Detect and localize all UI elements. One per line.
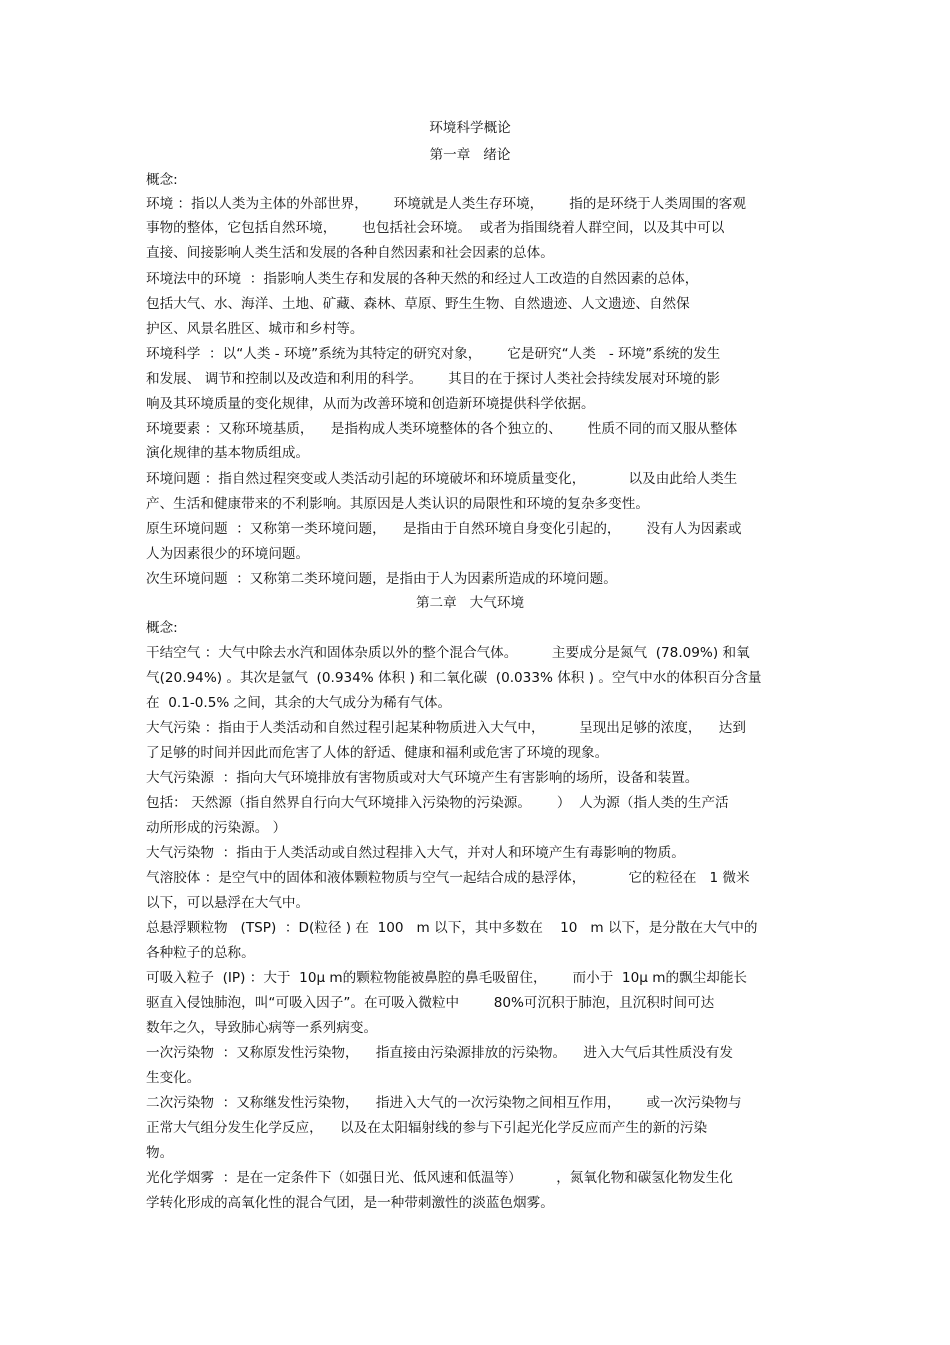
text-line: 干结空气 ：大气中除去水汽和固体杂质以外的整个混合气体。 主要成分是氮气 (78.09%) 和氧: [146, 645, 750, 661]
text-line: 生变化。: [146, 1070, 201, 1086]
text-line: 了足够的时间并因此而危害了人体的舒适、健康和福利或危害了环境的现象。: [146, 745, 609, 761]
text-line: 护区、风景名胜区、城市和乡村等。: [146, 321, 364, 337]
chapter-1-heading: 第一章 绪论: [429, 147, 511, 163]
text-line: 人为因素很少的环境问题。: [146, 546, 310, 562]
document-title: 环境科学概论: [429, 120, 511, 136]
text-line: 气溶胶体 ：是空气中的固体和液体颗粒物质与空气一起结合成的悬浮体， 它的粒径在 1 微米: [146, 870, 750, 886]
concept-label: 概念:: [146, 172, 178, 188]
text-line: 驱直入侵蚀肺泡，叫“可吸入因子”。在可吸入微粒中 80%可沉积于肺泡，且沉积时间可达: [146, 995, 715, 1011]
chapter-2-heading: 第二章 大气环境: [415, 595, 525, 611]
text-line: 大气污染源 ：指向大气环境排放有害物质或对大气环境产生有害影响的场所，设备和装置。: [146, 770, 699, 786]
text-line: 产、生活和健康带来的不利影响。其原因是人类认识的局限性和环境的复杂多变性。: [146, 496, 649, 512]
text-line: 大气污染 ：指由于人类活动和自然过程引起某种物质进入大气中， 呈现出足够的浓度， 达到: [146, 720, 746, 736]
text-line: 学转化形成的高氧化性的混合气团，是一种带刺激性的淡蓝色烟雾。: [146, 1195, 554, 1211]
text-line: 直接、间接影响人类生活和发展的各种自然因素和社会因素的总体。: [146, 245, 554, 261]
text-line: 原生环境问题 ：又称第一类环境问题， 是指由于自然环境自身变化引起的， 没有人为因素或: [146, 521, 742, 537]
text-line: 二次污染物 ：又称继发性污染物， 指进入大气的一次污染物之间相互作用， 或一次污染物与: [146, 1095, 742, 1111]
text-line: 一次污染物 ：又称原发性污染物， 指直接由污染源排放的污染物。 进入大气后其性质没有发: [146, 1045, 733, 1061]
text-line: 环境 ：指以人类为主体的外部世界， 环境就是人类生存环境， 指的是环绕于人类周围的客观: [146, 196, 746, 212]
text-line: 光化学烟雾 ：是在一定条件下（如强日光、低风速和低温等） ，氮氧化物和碳氢化物发生化: [146, 1170, 733, 1186]
text-line: 环境问题 ：指自然过程突变或人类活动引起的环境破坏和环境质量变化， 以及由此给人类生: [146, 471, 738, 487]
text-line: 大气污染物 ：指由于人类活动或自然过程排入大气，并对人和环境产生有毒影响的物质。: [146, 845, 685, 861]
text-line: 动所形成的污染源。 ）: [146, 820, 287, 836]
text-line: 和发展、 调节和控制以及改造和利用的科学。 其目的在于探讨人类社会持续发展对环境的影: [146, 371, 720, 387]
text-line: 包括大气、水、海洋、土地、矿藏、森林、草原、野生生物、自然遗迹、人文遗迹、自然保: [146, 296, 690, 312]
concept-label: 概念:: [146, 620, 178, 636]
text-line: 事物的整体，它包括自然环境， 也包括社会环境。 或者为指围绕着人群空间，以及其中可以: [146, 220, 725, 236]
text-line: 包括： 天然源（指自然界自行向大气环境排入污染物的污染源。 ） 人为源（指人类的生产活: [146, 795, 729, 811]
text-line: 环境法中的环境 ：指影响人类生存和发展的各种天然的和经过人工改造的自然因素的总体，: [146, 271, 699, 287]
text-line: 次生环境问题 ：又称第二类环境问题，是指由于人为因素所造成的环境问题。: [146, 571, 617, 587]
text-line: 气(20.94%) 。其次是氩气 (0.934% 体积 ) 和二氧化碳 (0.033% 体积 ) 。空气中水的体积百分含量: [146, 670, 762, 686]
text-line: 环境要素 ：又称环境基质， 是指构成人类环境整体的各个独立的、 性质不同的而又服从整体: [146, 421, 738, 437]
text-line: 物。: [146, 1145, 174, 1161]
text-line: 数年之久，导致肺心病等一系列病变。: [146, 1020, 378, 1036]
text-line: 正常大气组分发生化学反应， 以及在太阳辐射线的参与下引起光化学反应而产生的新的污染: [146, 1120, 708, 1136]
text-line: 总悬浮颗粒物 (TSP) ：D(粒径 ) 在 100 m 以下，其中多数在 10 m 以下，是分散在大气中的: [146, 920, 758, 936]
text-line: 各种粒子的总称。: [146, 945, 255, 961]
text-line: 在 0.1-0.5% 之间，其余的大气成分为稀有气体。: [146, 695, 452, 711]
text-line: 以下，可以悬浮在大气中。: [146, 895, 310, 911]
text-line: 演化规律的基本物质组成。: [146, 445, 310, 461]
text-line: 可吸入粒子 (IP) ：大于 10μ m的颗粒物能被鼻腔的鼻毛吸留住， 而小于 10μ m的飘尘却能长: [146, 970, 748, 986]
text-line: 环境科学 ：以“人类 - 环境”系统为其特定的研究对象， 它是研究“人类 - 环境”系统的发生: [146, 346, 721, 362]
text-line: 响及其环境质量的变化规律，从而为改善环境和创造新环境提供科学依据。: [146, 396, 595, 412]
